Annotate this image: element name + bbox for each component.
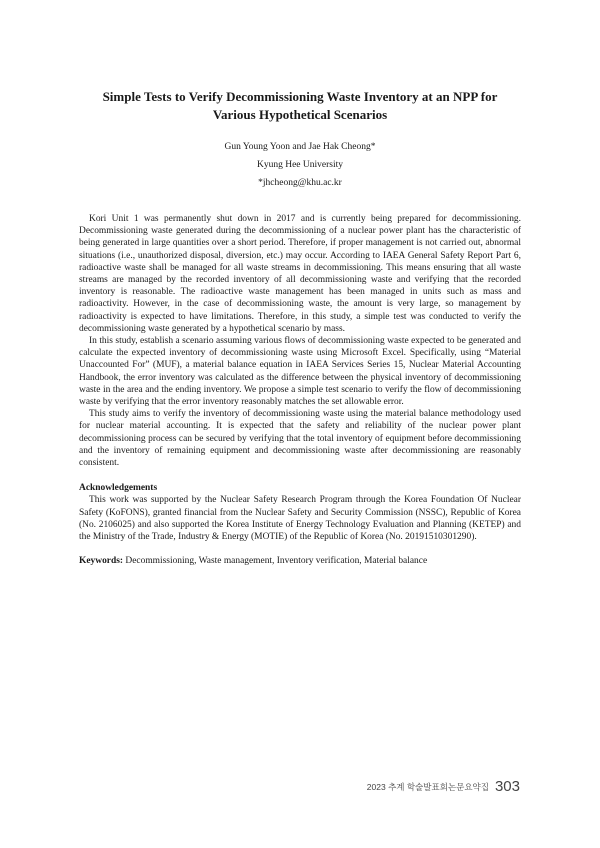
footer-proceedings-title: 2023 추계 학술발표회논문요약집 bbox=[366, 781, 489, 792]
author-names: Gun Young Yoon and Jae Hak Cheong* bbox=[224, 142, 376, 152]
keywords-section bbox=[79, 555, 521, 567]
acknowledgements-heading: Acknowledgements bbox=[79, 483, 158, 494]
paper-title-line-1: Simple Tests to Verify Decommissioning Waste Inventory at an NPP for bbox=[102, 89, 498, 104]
page-footer bbox=[367, 776, 520, 797]
body-paragraph-3: This study aims to verify the inventory of decommissioning waste using the material balance methodology used for nuclear material accounting. It is expected that the safety and reliability of the nuclear power plant decommissioning process can be secured by verifying that the total inventory of equipment before decommissioning and the inventory of remaining equipment and decommissioning waste after decommissioning are reasonably consistent. bbox=[79, 409, 521, 469]
page-number: 303 bbox=[494, 777, 520, 795]
paper-title-line-2: Various Hypothetical Scenarios bbox=[212, 107, 388, 122]
author-email: *jhcheong@khu.ac.kr bbox=[258, 178, 342, 188]
acknowledgements-section bbox=[79, 494, 521, 543]
author-affiliation: Kyung Hee University bbox=[256, 160, 343, 170]
body-paragraph-1: Kori Unit 1 was permanently shut down in 2017 and is currently being prepared for decommissioning. Decommissioning waste generated during the decommissioning of a nuclear power plant has the characteristic of being generated in large quantities over a short period. Therefore, if proper management is not carried out, abnormal situations (i.e., unauthorized disposal, diversion, etc.) may occur. According to IAEA General Safety Report Part 6, radioactive waste shall be managed for all waste streams in decommissioning. This means ensuring that all waste streams are managed by the recorded inventory of all decommissioning waste and verifying that the recorded inventory is reasonable. The radioactive waste management has been managed in units such as mass and radioactivity. However, in the case of decommissioning waste, the amount is very large, so management by radioactivity is expected to have limitations. Therefore, in this study, a simple test was conducted to verify the decommissioning waste generated by a hypothetical scenario by mass. bbox=[79, 214, 521, 334]
acknowledgements-text: This work was supported by the Nuclear Safety Research Program through the Korea Foundation Of Nuclear Safety (KoFONS), granted financial from the Nuclear Safety and Security Commission (NSSC), Republic of Korea (No. 2106025) and also supported the Korea Institute of Energy Technology Evaluation and Planning (KETEP) and the Ministry of the Trade, Industry & Energy (MOTIE) of the Republic of Korea (No. 20191510301290). bbox=[79, 495, 521, 543]
abstract-body bbox=[79, 213, 521, 567]
keywords-label: Keywords: bbox=[79, 556, 124, 567]
keywords-text: Decommissioning, Waste management, Inventory verification, Material balance bbox=[125, 556, 428, 567]
body-paragraph-2: In this study, establish a scenario assuming various flows of decommissioning waste expected to be generated and calculate the expected inventory of decommissioning waste using Microsoft Excel. Specifically, using “Material Unaccounted For” (MUF), a material balance equation in IAEA Services Series 15, Nuclear Material Accounting Handbook, the error inventory was calculated as the difference between the physical inventory of decommissioning waste in the area and the ending inventory. We propose a simple test scenario to verify the flow of decommissioning waste by verifying that the error inventory reasonably matches the set allowable error. bbox=[79, 336, 521, 408]
paper-title bbox=[60, 88, 540, 124]
